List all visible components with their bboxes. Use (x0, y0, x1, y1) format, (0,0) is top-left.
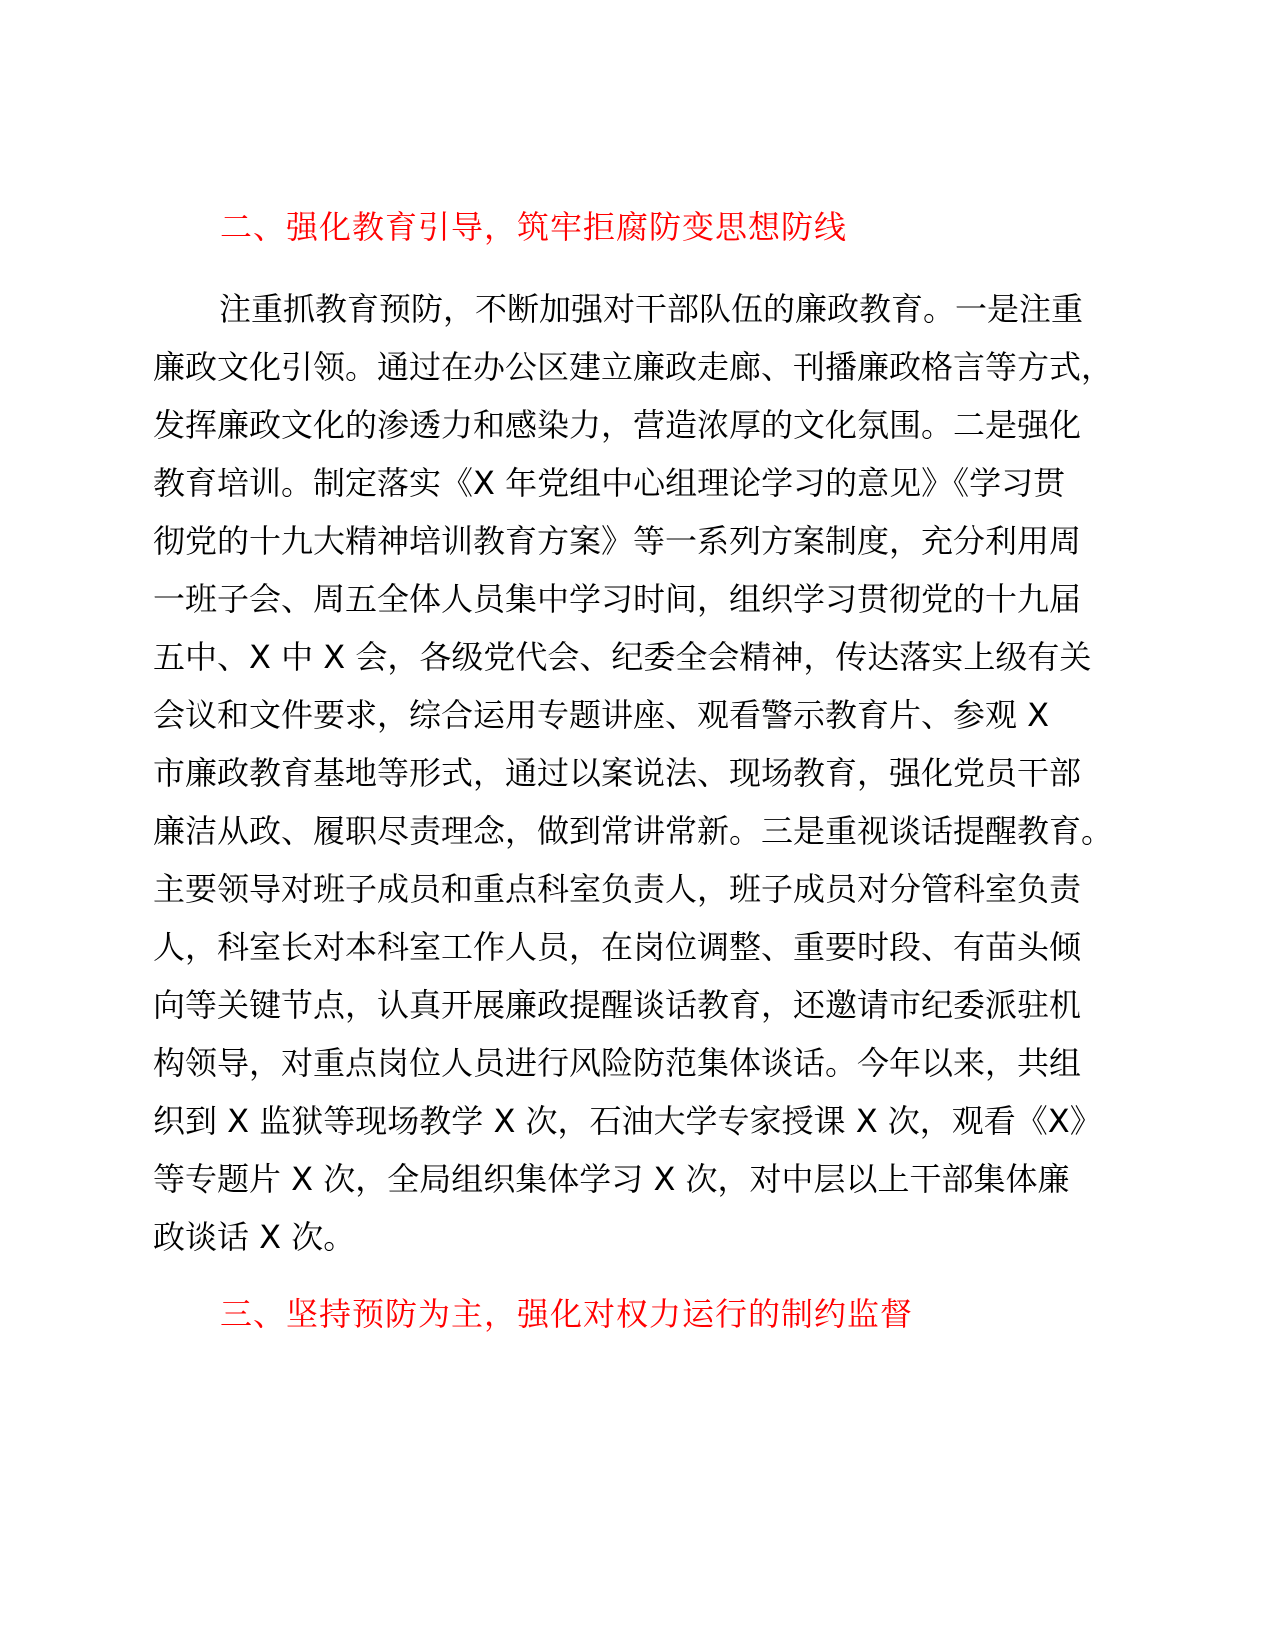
paragraph-line: 廉洁从政、履职尽责理念，做到常讲常新。三是重视谈话提醒教育。 (153, 812, 1114, 850)
paragraph-line: 一班子会、周五全体人员集中学习时间，组织学习贯彻党的十九届 (153, 580, 1082, 618)
paragraph-line: 织到 X 监狱等现场教学 X 次，石油大学专家授课 X 次，观看《X》 (153, 1102, 1102, 1140)
paragraph-line: 主要领导对班子成员和重点科室负责人，班子成员对分管科室负责 (153, 870, 1082, 908)
paragraph-line: 构领导，对重点岗位人员进行风险防范集体谈话。今年以来，共组 (153, 1044, 1082, 1082)
paragraph-line: 会议和文件要求，综合运用专题讲座、观看警示教育片、参观 X (153, 696, 1050, 734)
section-heading-two: 二、强化教育引导，筑牢拒腐防变思想防线 (220, 208, 848, 246)
body-paragraph (153, 280, 1133, 1266)
paragraph-line: 人，科室长对本科室工作人员，在岗位调整、重要时段、有苗头倾 (153, 928, 1082, 966)
section-heading-three: 三、坚持预防为主，强化对权力运行的制约监督 (220, 1295, 914, 1333)
paragraph-line: 等专题片 X 次，全局组织集体学习 X 次，对中层以上干部集体廉 (153, 1160, 1070, 1198)
paragraph-line: 发挥廉政文化的渗透力和感染力，营造浓厚的文化氛围。二是强化 (153, 406, 1082, 444)
paragraph-line: 注重抓教育预防，不断加强对干部队伍的廉政教育。一是注重 (219, 290, 1084, 328)
paragraph-line: 彻党的十九大精神培训教育方案》等一系列方案制度，充分利用周 (153, 522, 1082, 560)
paragraph-line: 廉政文化引领。通过在办公区建立廉政走廊、刊播廉政格言等方式， (153, 348, 1114, 386)
paragraph-line: 五中、X 中 X 会，各级党代会、纪委全会精神，传达落实上级有关 (153, 638, 1092, 676)
paragraph-line: 教育培训。制定落实《X 年党组中心组理论学习的意见》《学习贯 (153, 464, 1066, 502)
paragraph-line: 向等关键节点，认真开展廉政提醒谈话教育，还邀请市纪委派驻机 (153, 986, 1082, 1024)
paragraph-line: 政谈话 X 次。 (153, 1218, 356, 1256)
paragraph-line: 市廉政教育基地等形式，通过以案说法、现场教育，强化党员干部 (153, 754, 1082, 792)
